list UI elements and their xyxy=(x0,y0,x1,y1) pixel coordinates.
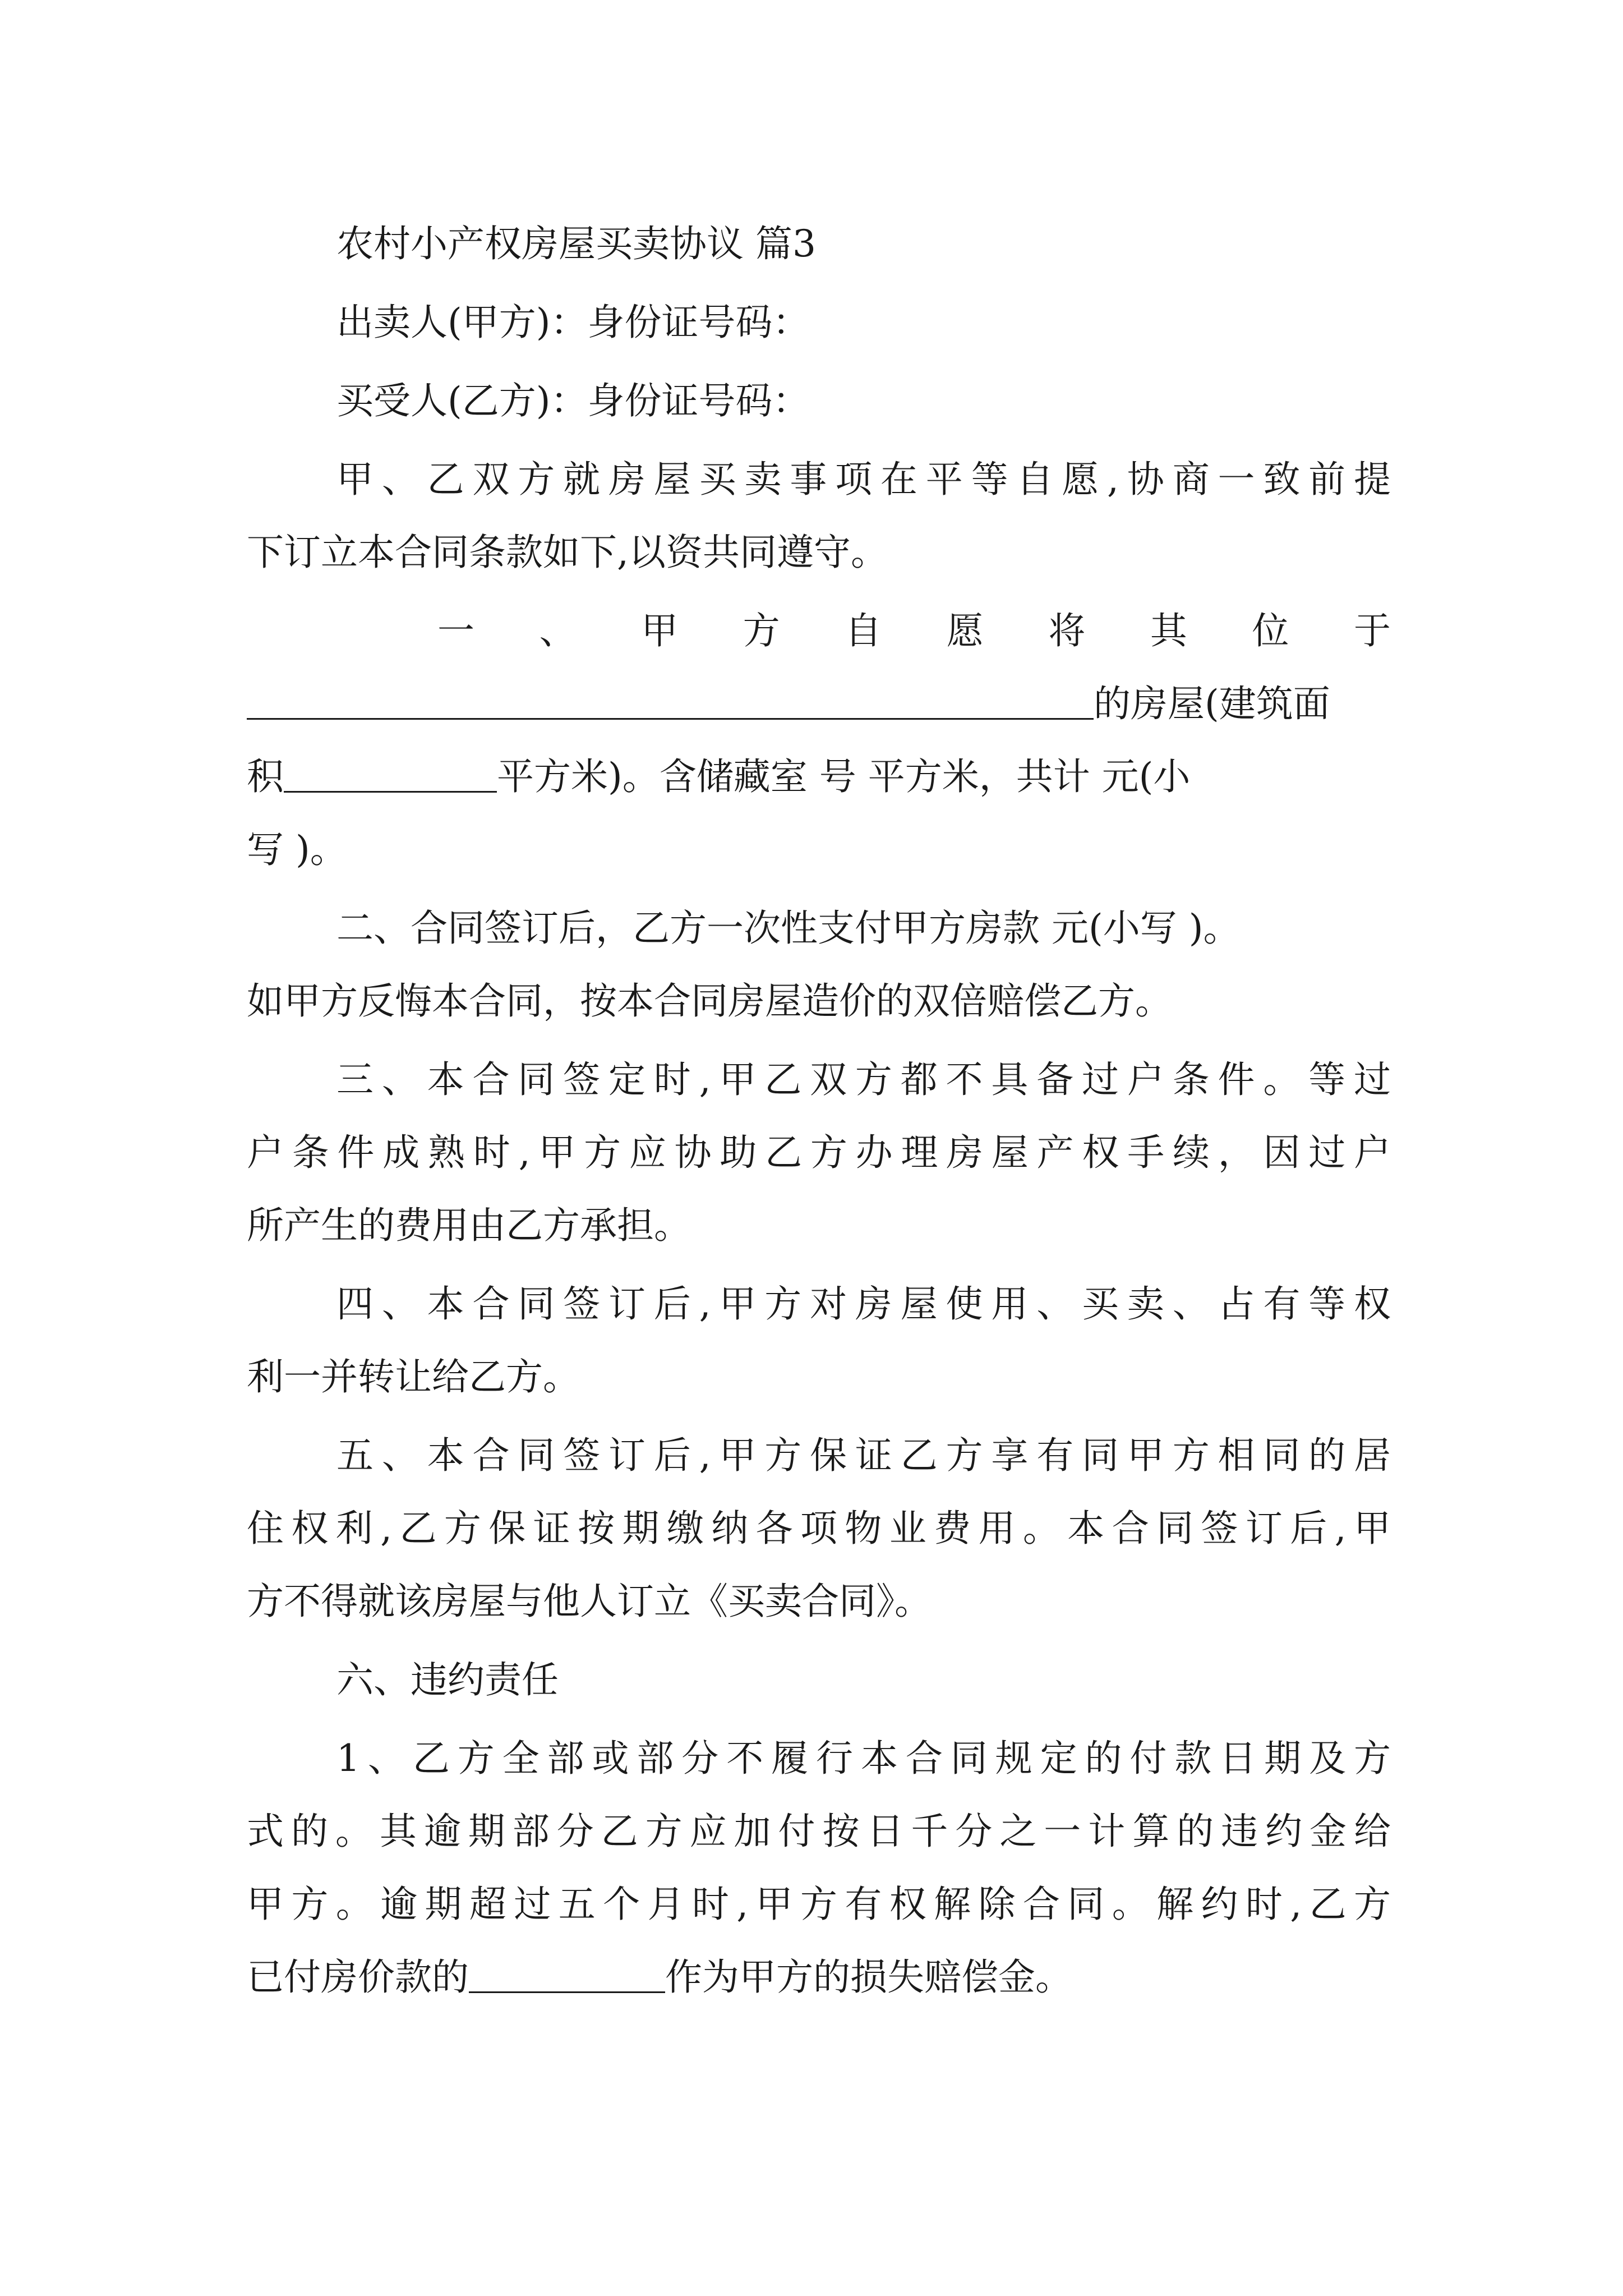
clause-4-line-2: 利一并转让给乙方。 xyxy=(247,1355,580,1398)
clause-1-line-4: 写 )。 xyxy=(247,828,347,871)
clause-6-1-line-3: 甲方。逾期超过五个月时,甲方有权解除合同。解约时,乙方 xyxy=(247,1883,1391,1926)
compensation-blank xyxy=(469,1951,665,1993)
clause-6-heading: 六、违约责任 xyxy=(336,1658,559,1701)
seller-line: 出卖人(甲方)：身份证号码： xyxy=(336,301,810,344)
clause-5-line-2: 住权利,乙方保证按期缴纳各项物业费用。本合同签订后,甲 xyxy=(247,1507,1391,1550)
clause-3-line-1: 三、本合同签定时,甲乙双方都不具备过户条件。等过 xyxy=(336,1058,1391,1101)
clause-6-1-line-1: 1、乙方全部或部分不履行本合同规定的付款日期及方 xyxy=(336,1737,1391,1780)
intro-line-1: 甲、乙双方就房屋买卖事项在平等自愿,协商一致前提 xyxy=(336,458,1391,501)
clause-3-line-2: 户条件成熟时,甲方应协助乙方办理房屋产权手续，因过户 xyxy=(247,1131,1391,1174)
clause-5-line-1: 五、本合同签订后,甲方保证乙方享有同甲方相同的居 xyxy=(336,1434,1391,1477)
location-blank xyxy=(247,678,1094,720)
clause-6-1-line-2: 式的。其逾期部分乙方应加付按日千分之一计算的违约金给 xyxy=(247,1810,1391,1853)
clause-2-line-2: 如甲方反悔本合同，按本合同房屋造价的双倍赔偿乙方。 xyxy=(247,979,1172,1023)
area-blank xyxy=(284,751,497,793)
clause-3-line-3: 所产生的费用由乙方承担。 xyxy=(247,1204,691,1247)
clause-5-line-3: 方不得就该房屋与他人订立《买卖合同》。 xyxy=(247,1580,932,1623)
clause-6-1-line-4: 已付房价款的 作为甲方的损失赔偿金。 xyxy=(247,1941,1391,2014)
clause-2-line-1: 二、合同签订后，乙方一次性支付甲方房款 元(小写 )。 xyxy=(336,907,1241,950)
clause-4-line-1: 四、本合同签订后,甲方对房屋使用、买卖、占有等权 xyxy=(336,1282,1391,1326)
document-title: 农村小产权房屋买卖协议 篇3 xyxy=(336,222,816,265)
clause-1-line-2: 的房屋(建筑面 xyxy=(247,668,1391,740)
clause-1-line-1: 一 、 甲 方 自 愿 将 其 位 于 xyxy=(437,609,1391,652)
clause-1-line-3: 积 平方米)。含储藏室 号 平方米，共计 元(小 xyxy=(247,740,1391,813)
intro-line-2: 下订立本合同条款如下,以资共同遵守。 xyxy=(247,531,888,574)
buyer-line: 买受人(乙方)：身份证号码： xyxy=(336,379,810,422)
